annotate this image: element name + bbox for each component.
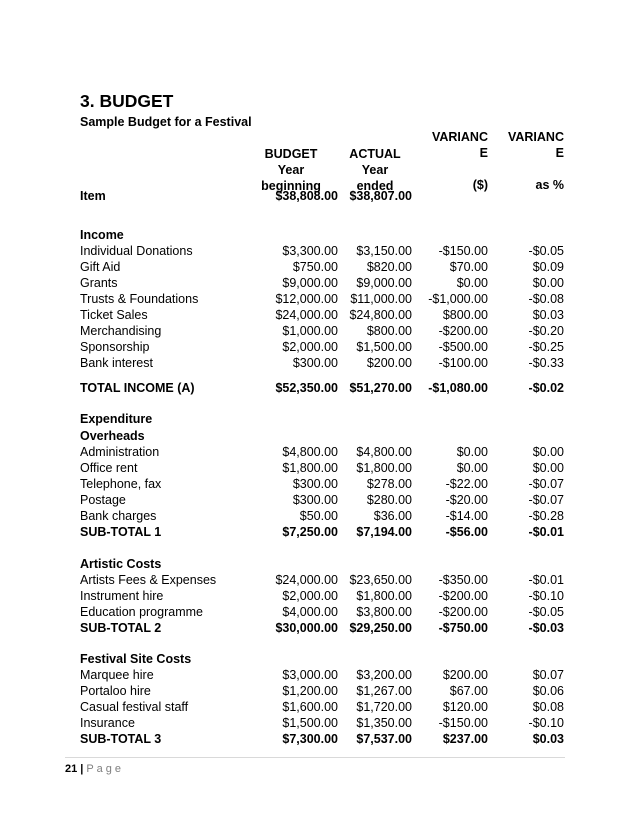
header-actual-line3: ended: [356, 179, 394, 193]
cell-variance: -$1,000.00: [428, 292, 488, 306]
table-row: [0, 620, 638, 636]
cell-budget: $1,200.00: [282, 684, 338, 698]
cell-actual: $11,000.00: [350, 292, 412, 306]
cell-label: Sponsorship: [80, 340, 150, 354]
header-variance-abs-line3: ($): [472, 178, 488, 192]
cell-label: Marquee hire: [80, 668, 154, 682]
cell-variance: -$14.00: [445, 509, 488, 523]
cell-budget: $300.00: [292, 477, 338, 491]
cell-actual: $278.00: [366, 477, 412, 491]
table-row: [0, 307, 638, 323]
cell-variance-pct: $0.06: [532, 684, 564, 698]
table-row: [0, 524, 638, 540]
cell-actual: $7,537.00: [356, 732, 412, 746]
cell-budget: $30,000.00: [275, 621, 338, 635]
cell-variance: -$200.00: [438, 589, 488, 603]
cell-budget: $12,000.00: [275, 292, 338, 306]
cell-variance: $237.00: [442, 732, 488, 746]
cell-variance-pct: -$0.28: [528, 509, 564, 523]
cell-actual: $1,267.00: [356, 684, 412, 698]
table-row: [0, 291, 638, 307]
cell-actual: $23,650.00: [349, 573, 412, 587]
cell-budget: $1,800.00: [282, 461, 338, 475]
table-row: [0, 667, 638, 683]
cell-actual: $7,194.00: [356, 525, 412, 539]
cell-budget: $50.00: [299, 509, 338, 523]
table-row: [0, 715, 638, 731]
table-row: [0, 508, 638, 524]
cell-label: Artists Fees & Expenses: [80, 573, 217, 587]
cell-actual: $1,720.00: [356, 700, 412, 714]
cell-variance: -$200.00: [438, 324, 488, 338]
cell-label: Income: [80, 228, 124, 242]
cell-label: Postage: [80, 493, 126, 507]
cell-label: Expenditure: [80, 412, 153, 426]
table-row: [0, 380, 638, 396]
table-row: [0, 323, 638, 339]
cell-label: Item: [80, 189, 106, 203]
cell-label: Portaloo hire: [80, 684, 151, 698]
budget-subtitle: Sample Budget for a Festival: [80, 115, 252, 129]
table-row: [0, 259, 638, 275]
cell-actual: $1,350.00: [356, 716, 412, 730]
cell-label: Instrument hire: [80, 589, 164, 603]
table-row: [0, 188, 638, 204]
header-actual-line2: Year: [361, 163, 389, 177]
cell-label: Ticket Sales: [80, 308, 148, 322]
table-row: [0, 556, 638, 572]
cell-budget: $300.00: [292, 356, 338, 370]
table-row: [0, 355, 638, 371]
cell-variance-pct: -$0.03: [528, 621, 564, 635]
cell-budget: $4,000.00: [282, 605, 338, 619]
table-row: [0, 731, 638, 747]
header-budget: [256, 146, 326, 194]
cell-budget: $24,000.00: [275, 573, 338, 587]
cell-actual: $51,270.00: [349, 381, 412, 395]
cell-label: Individual Donations: [80, 244, 193, 258]
cell-label: Office rent: [80, 461, 138, 475]
cell-variance-pct: -$0.10: [528, 589, 564, 603]
cell-budget: $3,300.00: [282, 244, 338, 258]
header-budget-line3: beginning: [261, 179, 321, 193]
cell-label: SUB-TOTAL 3: [80, 732, 162, 746]
cell-variance-pct: -$0.10: [528, 716, 564, 730]
cell-variance: -$750.00: [438, 621, 488, 635]
header-variance-pct: [484, 129, 564, 193]
table-row: [0, 604, 638, 620]
table-row: [0, 411, 638, 427]
header-variance-abs-line1: VARIANC: [431, 130, 488, 144]
cell-actual: $3,800.00: [356, 605, 412, 619]
cell-budget: $52,350.00: [275, 381, 338, 395]
cell-variance: $70.00: [449, 260, 488, 274]
cell-variance-pct: $0.07: [532, 668, 564, 682]
cell-actual: $200.00: [366, 356, 412, 370]
cell-variance: $0.00: [456, 276, 488, 290]
cell-variance-pct: -$0.08: [528, 292, 564, 306]
cell-variance-pct: $0.09: [532, 260, 564, 274]
table-row: [0, 588, 638, 604]
cell-budget: $7,300.00: [282, 732, 338, 746]
page-number: 21: [65, 763, 78, 775]
table-row: [0, 492, 638, 508]
cell-budget: $1,500.00: [282, 716, 338, 730]
header-variance-abs: [408, 129, 488, 193]
footer-divider: [65, 757, 565, 758]
cell-variance: -$350.00: [438, 573, 488, 587]
cell-variance: -$56.00: [445, 525, 488, 539]
cell-variance: -$150.00: [438, 716, 488, 730]
cell-variance-pct: -$0.01: [528, 525, 564, 539]
cell-actual: $3,150.00: [356, 244, 412, 258]
header-budget-line1: BUDGET: [264, 147, 318, 161]
header-variance-pct-line1: VARIANC: [507, 130, 564, 144]
cell-actual: $29,250.00: [349, 621, 412, 635]
cell-variance: $200.00: [442, 668, 488, 682]
cell-budget: $2,000.00: [282, 589, 338, 603]
cell-variance-pct: -$0.05: [528, 244, 564, 258]
cell-budget: $2,000.00: [282, 340, 338, 354]
cell-variance: -$150.00: [438, 244, 488, 258]
cell-label: Artistic Costs: [80, 557, 162, 571]
header-variance-pct-line3: as %: [535, 178, 564, 192]
cell-variance-pct: $0.08: [532, 700, 564, 714]
cell-variance-pct: -$0.07: [528, 477, 564, 491]
cell-budget: $7,250.00: [282, 525, 338, 539]
footer-separator: |: [80, 763, 84, 775]
cell-variance-pct: $0.03: [532, 732, 564, 746]
cell-actual: $1,500.00: [356, 340, 412, 354]
cell-budget: $38,808.00: [275, 189, 338, 203]
header-actual-line1: ACTUAL: [349, 147, 401, 161]
cell-budget: $1,600.00: [282, 700, 338, 714]
cell-actual: $1,800.00: [356, 461, 412, 475]
cell-variance: -$22.00: [445, 477, 488, 491]
cell-budget: $4,800.00: [282, 445, 338, 459]
table-row: [0, 444, 638, 460]
cell-label: Insurance: [80, 716, 135, 730]
cell-actual: $9,000.00: [356, 276, 412, 290]
cell-variance: -$500.00: [438, 340, 488, 354]
cell-label: SUB-TOTAL 2: [80, 621, 162, 635]
table-row: [0, 243, 638, 259]
table-row: [0, 428, 638, 444]
cell-budget: $300.00: [292, 493, 338, 507]
section-title: 3. BUDGET: [80, 91, 174, 111]
cell-variance-pct: -$0.20: [528, 324, 564, 338]
cell-budget: $9,000.00: [282, 276, 338, 290]
cell-label: Merchandising: [80, 324, 162, 338]
cell-label: Education programme: [80, 605, 203, 619]
cell-label: Festival Site Costs: [80, 652, 192, 666]
cell-variance-pct: -$0.01: [528, 573, 564, 587]
cell-variance-pct: -$0.25: [528, 340, 564, 354]
cell-label: Gift Aid: [80, 260, 121, 274]
header-variance-abs-line2: E: [479, 146, 488, 160]
cell-variance: $800.00: [442, 308, 488, 322]
cell-label: Casual festival staff: [80, 700, 189, 714]
table-row: [0, 339, 638, 355]
cell-variance: -$100.00: [438, 356, 488, 370]
cell-variance: -$1,080.00: [428, 381, 488, 395]
cell-budget: $3,000.00: [282, 668, 338, 682]
cell-actual: $24,800.00: [349, 308, 412, 322]
cell-budget: $1,000.00: [282, 324, 338, 338]
cell-actual: $4,800.00: [356, 445, 412, 459]
cell-actual: $280.00: [366, 493, 412, 507]
cell-actual: $3,200.00: [356, 668, 412, 682]
cell-variance-pct: $0.00: [532, 445, 564, 459]
cell-variance: -$200.00: [438, 605, 488, 619]
cell-variance-pct: -$0.05: [528, 605, 564, 619]
table-row: [0, 699, 638, 715]
cell-variance: $0.00: [456, 445, 488, 459]
table-row: [0, 275, 638, 291]
cell-variance-pct: $0.03: [532, 308, 564, 322]
cell-variance: $67.00: [449, 684, 488, 698]
header-budget-line2: Year: [277, 163, 305, 177]
table-row: [0, 227, 638, 243]
header-variance-pct-line2: E: [555, 146, 564, 160]
cell-label: TOTAL INCOME (A): [80, 381, 195, 395]
cell-label: Grants: [80, 276, 118, 290]
cell-label: Administration: [80, 445, 160, 459]
cell-label: Bank interest: [80, 356, 153, 370]
cell-actual: $800.00: [366, 324, 412, 338]
cell-variance: $0.00: [456, 461, 488, 475]
cell-variance: -$20.00: [445, 493, 488, 507]
cell-label: Trusts & Foundations: [80, 292, 199, 306]
cell-variance-pct: $0.00: [532, 276, 564, 290]
table-row: [0, 460, 638, 476]
table-row: [0, 476, 638, 492]
cell-variance-pct: -$0.07: [528, 493, 564, 507]
cell-budget: $750.00: [292, 260, 338, 274]
page-footer: [65, 763, 124, 775]
page-label: Page: [86, 763, 125, 775]
table-row: [0, 683, 638, 699]
cell-label: SUB-TOTAL 1: [80, 525, 162, 539]
table-row: [0, 572, 638, 588]
cell-variance-pct: -$0.02: [528, 381, 564, 395]
cell-actual: $820.00: [366, 260, 412, 274]
cell-actual: $38,807.00: [349, 189, 412, 203]
cell-actual: $1,800.00: [356, 589, 412, 603]
cell-variance-pct: -$0.33: [528, 356, 564, 370]
cell-label: Telephone, fax: [80, 477, 162, 491]
cell-label: Bank charges: [80, 509, 157, 523]
header-actual: [340, 146, 410, 194]
cell-budget: $24,000.00: [275, 308, 338, 322]
table-row: [0, 651, 638, 667]
cell-variance-pct: $0.00: [532, 461, 564, 475]
cell-actual: $36.00: [373, 509, 412, 523]
cell-label: Overheads: [80, 429, 145, 443]
cell-variance: $120.00: [442, 700, 488, 714]
